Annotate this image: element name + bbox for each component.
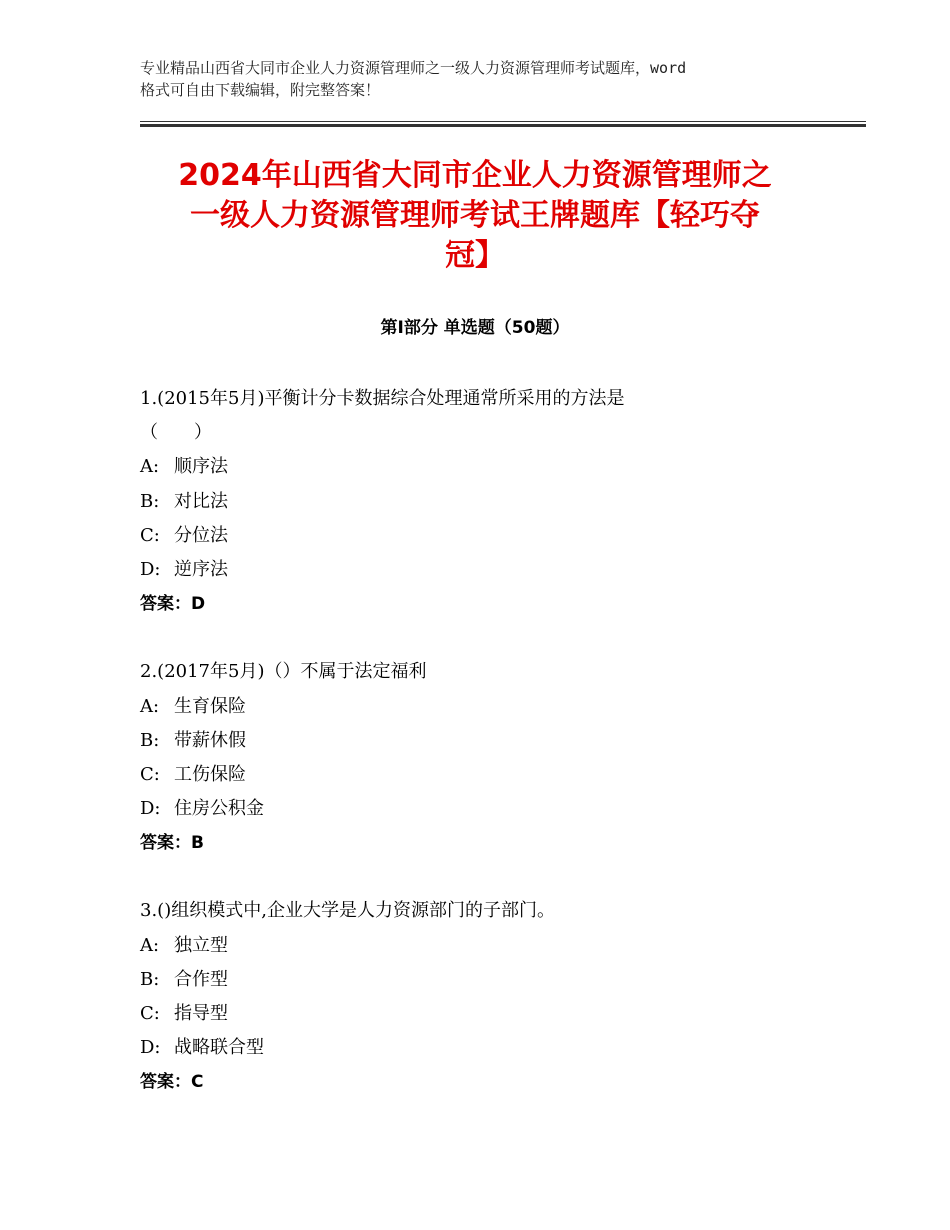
- option-letter: A:: [140, 695, 160, 717]
- question-list: [140, 382, 830, 1134]
- option-text: 分位法: [174, 524, 228, 546]
- option-d: [140, 553, 830, 587]
- option-text: 指导型: [174, 1003, 228, 1024]
- option-text: 独立型: [174, 934, 228, 956]
- question-stem: 1.(2015年5月)平衡计分卡数据综合处理通常所采用的方法是: [140, 388, 625, 409]
- question-1: [140, 382, 830, 621]
- answer-label: 答案：D: [140, 594, 206, 615]
- option-b: [140, 963, 830, 997]
- option-letter: C:: [140, 1003, 160, 1024]
- header-note-line: 格式可自由下载编辑，附完整答案！: [140, 81, 381, 99]
- header-note-line: 专业精品山西省大同市企业人力资源管理师之一级人力资源管理师考试题库，word: [140, 59, 687, 77]
- option-letter: D:: [140, 1037, 161, 1059]
- title-line: 一级人力资源管理师考试王牌题库【轻巧夺: [190, 198, 760, 233]
- question-stem-continuation: （ ）: [140, 422, 212, 444]
- document-title: [120, 156, 830, 276]
- option-letter: A:: [140, 456, 160, 478]
- option-letter: D:: [140, 798, 161, 820]
- option-letter: B:: [140, 490, 160, 512]
- option-d: [140, 792, 830, 826]
- answer-label: 答案：B: [140, 833, 204, 854]
- question-3: [140, 894, 830, 1099]
- option-text: 对比法: [174, 490, 228, 512]
- option-b: [140, 724, 830, 758]
- question-stem: 3.()组织模式中,企业大学是人力资源部门的子部门。: [140, 900, 555, 922]
- option-text: 带薪休假: [174, 729, 246, 751]
- question-2: [140, 655, 830, 860]
- option-a: [140, 450, 830, 484]
- option-text: 顺序法: [174, 456, 228, 478]
- header-divider-thick: [140, 124, 866, 127]
- option-c: [140, 758, 830, 792]
- option-text: 工伤保险: [174, 763, 246, 785]
- option-text: 生育保险: [174, 695, 246, 717]
- option-text: 战略联合型: [174, 1037, 264, 1059]
- answer-label: 答案：C: [140, 1072, 204, 1093]
- option-b: [140, 485, 830, 519]
- option-letter: B:: [140, 729, 160, 751]
- option-letter: A:: [140, 934, 160, 956]
- option-letter: C:: [140, 524, 160, 546]
- option-a: [140, 690, 830, 724]
- option-d: [140, 1031, 830, 1065]
- title-line: 冠】: [445, 238, 505, 273]
- question-stem: 2.(2017年5月)（）不属于法定福利: [140, 661, 427, 683]
- option-letter: D:: [140, 558, 161, 580]
- option-text: 逆序法: [174, 558, 228, 580]
- option-c: [140, 519, 830, 553]
- option-letter: C:: [140, 763, 160, 785]
- option-text: 合作型: [174, 968, 228, 990]
- option-text: 住房公积金: [174, 798, 264, 820]
- option-a: [140, 929, 830, 963]
- option-letter: B:: [140, 968, 160, 990]
- section-heading: 第Ⅰ部分 单选题（50题）: [380, 318, 570, 338]
- title-line: 2024年山西省大同市企业人力资源管理师之: [178, 158, 772, 193]
- option-c: [140, 997, 830, 1031]
- header-divider-thin: [140, 121, 866, 122]
- header-note: [140, 57, 830, 101]
